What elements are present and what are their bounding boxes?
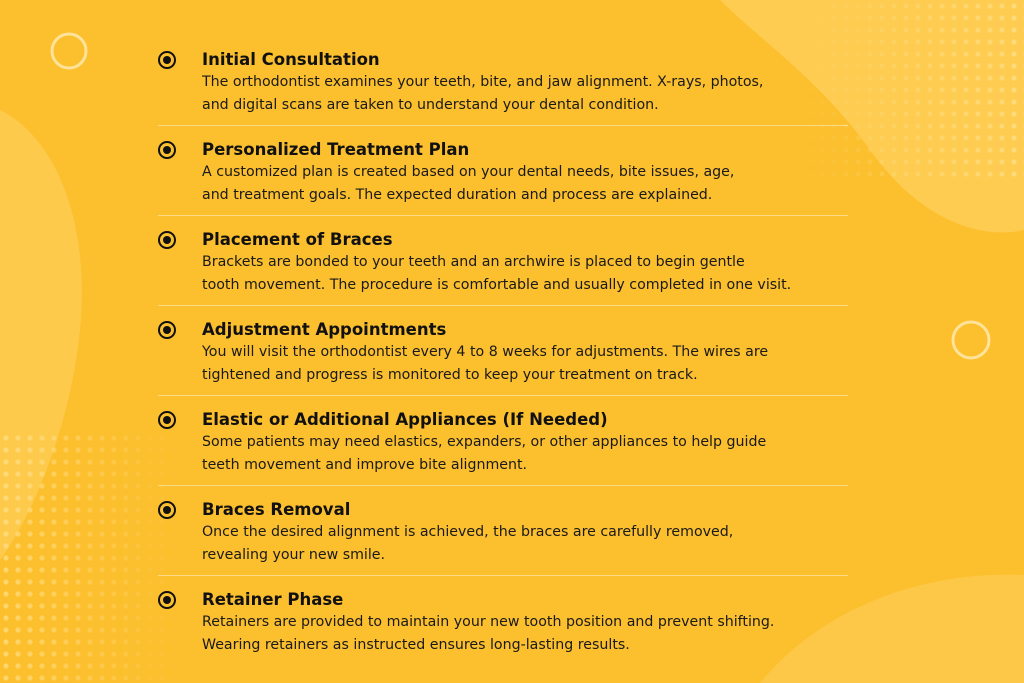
step-description: Retainers are provided to maintain your new tooth position and prevent shifting. Wearing retainers as instructed ensures long-lasting results. <box>202 614 775 653</box>
step-initial-consultation <box>158 48 848 116</box>
divider <box>158 395 848 396</box>
step-description: The orthodontist examines your teeth, bite, and jaw alignment. X-rays, photos, and digital scans are taken to understand your dental condition. <box>202 74 764 113</box>
step-additional-appliances <box>158 408 848 476</box>
step-treatment-plan <box>158 138 848 206</box>
radio-bullet-icon <box>158 141 176 159</box>
divider <box>158 575 848 576</box>
step-retainer-phase <box>158 588 848 656</box>
divider <box>158 485 848 486</box>
step-title: Personalized Treatment Plan <box>202 140 470 159</box>
step-description: You will visit the orthodontist every 4 to 8 weeks for adjustments. The wires are tightened and progress is monitored to keep your treatment on track. <box>202 344 769 383</box>
step-title: Placement of Braces <box>202 230 393 249</box>
radio-bullet-icon <box>158 411 176 429</box>
radio-bullet-icon <box>158 591 176 609</box>
step-description: Some patients may need elastics, expanders, or other appliances to help guide teeth movement and improve bite alignment. <box>202 434 767 473</box>
ring-decoration-top-left <box>52 34 86 68</box>
ring-decoration-right <box>953 322 989 358</box>
step-title: Adjustment Appointments <box>202 320 447 339</box>
radio-bullet-icon <box>158 231 176 249</box>
treatment-steps-list <box>158 48 848 656</box>
step-title: Initial Consultation <box>202 50 380 69</box>
radio-bullet-icon <box>158 501 176 519</box>
divider <box>158 305 848 306</box>
step-description: Brackets are bonded to your teeth and an archwire is placed to begin gentle tooth movement. The procedure is comfortable and usually completed in one visit. <box>202 254 792 293</box>
step-title: Retainer Phase <box>202 590 344 609</box>
step-description: A customized plan is created based on your dental needs, bite issues, age, and treatment goals. The expected duration and process are explained. <box>202 164 735 203</box>
radio-bullet-icon <box>158 321 176 339</box>
step-title: Elastic or Additional Appliances (If Needed) <box>202 410 608 429</box>
divider <box>158 125 848 126</box>
radio-bullet-icon <box>158 51 176 69</box>
step-placement-of-braces <box>158 228 848 296</box>
divider <box>158 215 848 216</box>
step-title: Braces Removal <box>202 500 351 519</box>
step-adjustment-appointments <box>158 318 848 386</box>
step-braces-removal <box>158 498 848 566</box>
step-description: Once the desired alignment is achieved, the braces are carefully removed, revealing your new smile. <box>202 524 734 563</box>
